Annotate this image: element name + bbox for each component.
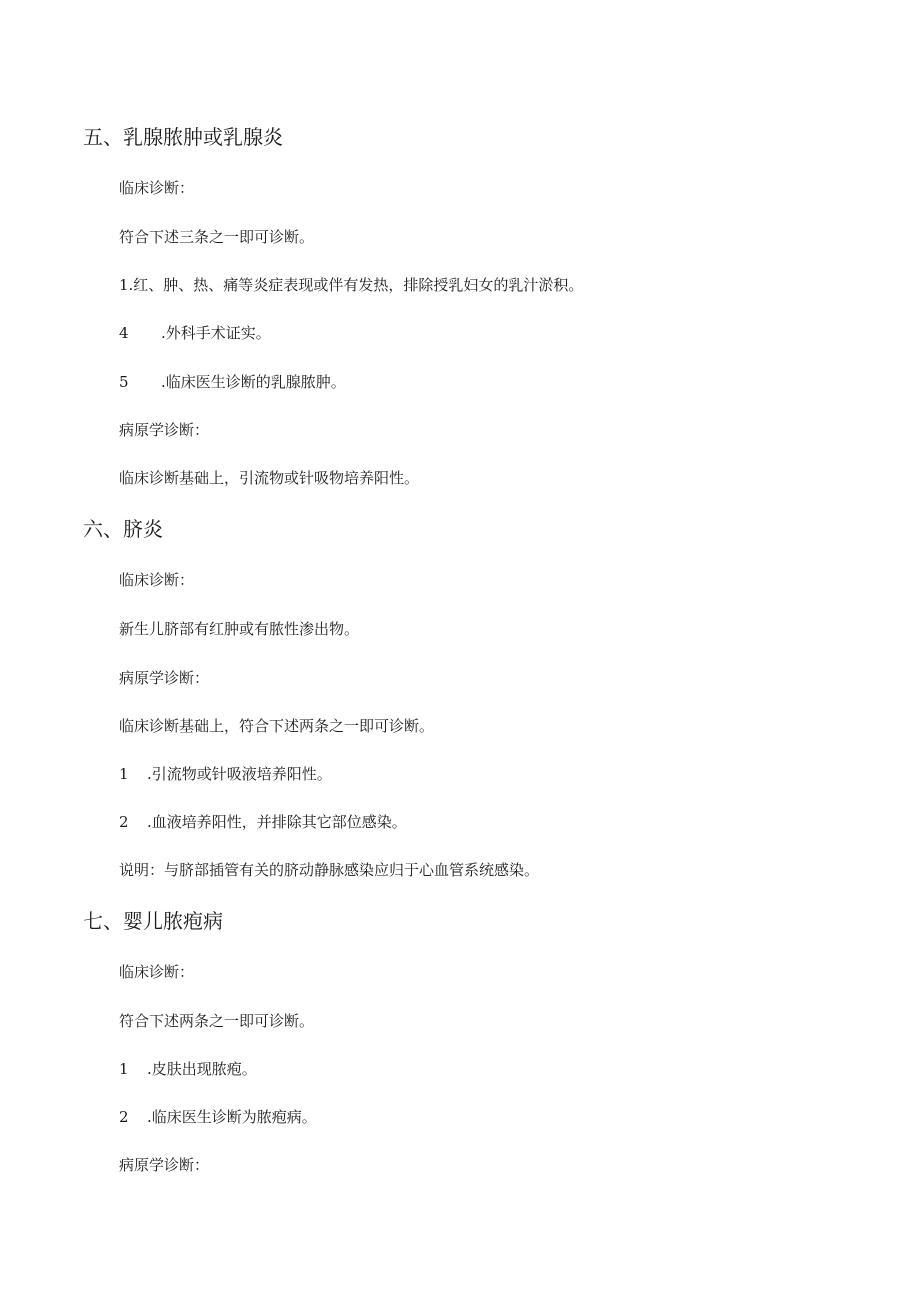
item-text: .皮肤出现脓疱。 [147, 1060, 257, 1078]
item-text: .临床医生诊断为脓疱病。 [147, 1108, 317, 1126]
section-5-item-1: 1.红、肿、热、痛等炎症表现或伴有发热，排除授乳妇女的乳汁淤积。 [119, 276, 584, 294]
section-7-item-1 [119, 1059, 257, 1079]
item-number: 4 [119, 324, 129, 342]
section-5-pathogen-text: 临床诊断基础上，引流物或针吸物培养阳性。 [119, 469, 420, 487]
item-number: 2 [119, 1108, 129, 1126]
section-6-pathogen-intro: 临床诊断基础上，符合下述两条之一即可诊断。 [119, 717, 435, 735]
item-text: .临床医生诊断的乳腺脓肿。 [161, 373, 346, 391]
item-number: 1 [119, 1060, 129, 1078]
section-7-heading: 七、婴儿脓疱病 [83, 909, 223, 933]
section-6-note: 说明：与脐部插管有关的脐动静脉感染应归于心血管系统感染。 [119, 861, 540, 879]
section-6-item-1 [119, 764, 332, 784]
section-6-pathogen-label: 病原学诊断： [119, 669, 210, 687]
section-5-item-3 [119, 372, 346, 392]
item-number: 2 [119, 813, 129, 831]
section-7-item-2 [119, 1107, 317, 1127]
section-6-heading: 六、脐炎 [83, 517, 163, 541]
section-6-item-2 [119, 812, 407, 832]
section-5-heading: 五、乳腺脓肿或乳腺炎 [83, 125, 283, 149]
item-text: .血液培养阳性，并排除其它部位感染。 [147, 813, 407, 831]
section-5-clinical-intro: 符合下述三条之一即可诊断。 [119, 228, 315, 246]
section-5-pathogen-label: 病原学诊断： [119, 421, 210, 439]
section-6-clinical-label: 临床诊断： [119, 571, 195, 589]
item-number: 5 [119, 373, 129, 391]
item-text: .外科手术证实。 [161, 324, 271, 342]
section-7-clinical-label: 临床诊断： [119, 963, 195, 981]
item-text: .引流物或针吸液培养阳性。 [147, 765, 332, 783]
section-7-pathogen-label: 病原学诊断： [119, 1156, 210, 1174]
section-6-clinical-text: 新生儿脐部有红肿或有脓性渗出物。 [119, 620, 360, 638]
section-5-item-2 [119, 323, 271, 343]
section-5-clinical-label: 临床诊断： [119, 179, 195, 197]
item-number: 1 [119, 765, 129, 783]
section-7-clinical-intro: 符合下述两条之一即可诊断。 [119, 1012, 315, 1030]
